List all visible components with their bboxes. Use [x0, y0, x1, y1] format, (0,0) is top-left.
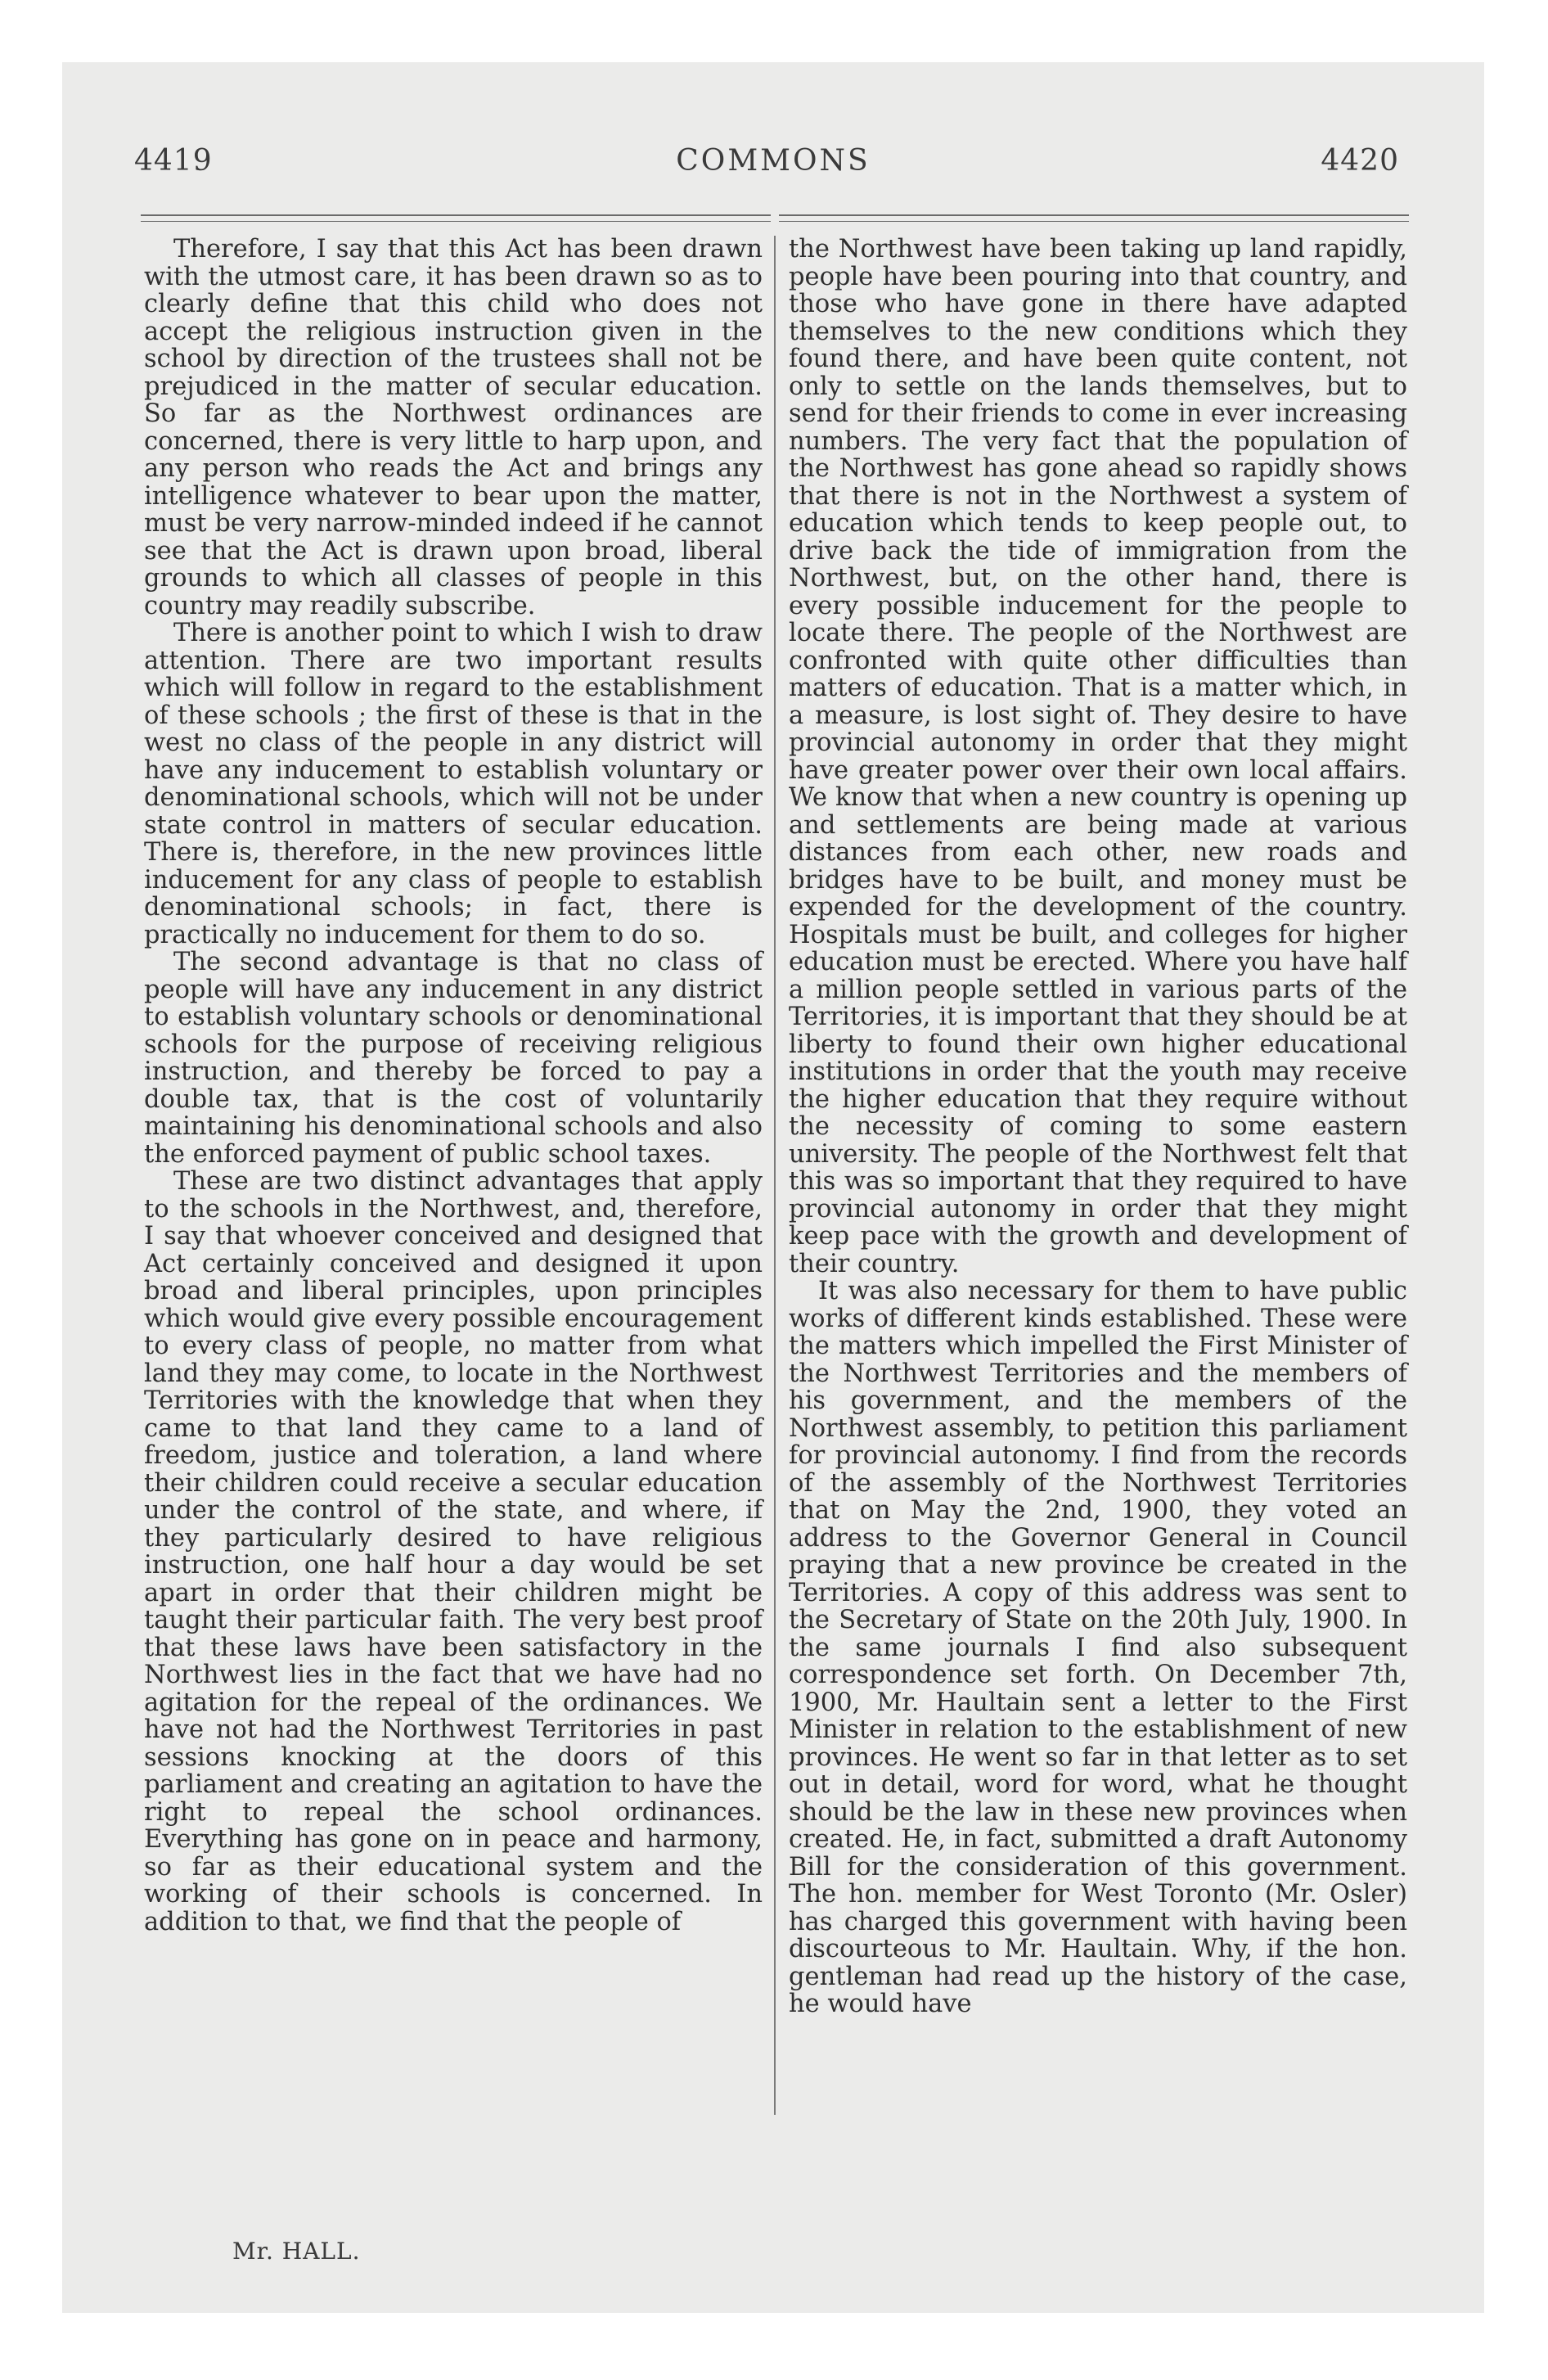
running-title: COMMONS — [676, 144, 871, 178]
left-paragraph-4: These are two distinct advantages that apply to the schools in the Northwest, and, therefore, I say that whoever conceived and designed that Act certainly conceived and designed it upon broad and liberal principles, upon principles which would give every possible encouragement to every class of people, no matter from what land they may come, to locate in the Northwest Territories with the knowledge that when they came to that land they came to a land of freedom, justice and toleration, a land where their children could receive a secular education under the control of the state, and where, if they particularly desired to have religious instruction, one half hour a day would be set apart in order that their children might be taught their particular faith. The very best proof that these laws have been satisfactory in the Northwest lies in the fact that we have had no agitation for the repeal of the ordinances. We have not had the Northwest Territories in past sessions knocking at the doors of this parliament and creating an agitation to have the right to repeal the school ordinances. Everything has gone on in peace and harmony, so far as their educational system and the working of their schools is concerned. In addition to that, we find that the people of — [144, 1167, 763, 1936]
left-column — [144, 236, 763, 1936]
scanned-page — [62, 62, 1484, 2313]
right-column — [789, 236, 1407, 2018]
left-page-number: 4419 — [134, 144, 213, 178]
right-paragraph-2: It was also necessary for them to have public works of different kinds established. These were the matters which impelled the First Minister of the Northwest Territories and the members of his government, and the members of the Northwest assembly, to petition this parliament for provincial autonomy. I find from the records of the assembly of the Northwest Territories that on May the 2nd, 1900, they voted an address to the Governor General in Council praying that a new province be created in the Territories. A copy of this address was sent to the Secretary of State on the 20th July, 1900. In the same journals I find also subsequent correspondence set forth. On December 7th, 1900, Mr. Haultain sent a letter to the First Minister in relation to the establishment of new provinces. He went so far in that letter as to set out in detail, word for word, what he thought should be the law in these new provinces when created. He, in fact, submitted a draft Autonomy Bill for the consideration of this government. The hon. member for West Toronto (Mr. Osler) has charged this government with having been discourteous to Mr. Haultain. Why, if the hon. gentleman had read up the history of the case, he would have — [789, 1277, 1407, 2018]
header-rule-left-thin — [141, 221, 771, 222]
header-rule-right — [779, 214, 1409, 216]
header-rule-left — [141, 214, 771, 216]
page-header — [62, 144, 1484, 193]
left-paragraph-1: Therefore, I say that this Act has been drawn with the utmost care, it has been drawn so as to clearly define that this child who does not accept the religious instruction given in the school by direction of the trustees shall not be prejudiced in the matter of secular education. So far as the Northwest ordinances are concerned, there is very little to harp upon, and any person who reads the Act and brings any intelligence whatever to bear upon the matter, must be very narrow-minded indeed if he cannot see that the Act is drawn upon broad, liberal grounds to which all classes of people in this country may readily subscribe. — [144, 235, 763, 620]
right-paragraph-1: the Northwest have been taking up land rapidly, people have been pouring into that country, and those who have gone in there have adapted themselves to the new conditions which they found there, and have been quite content, not only to settle on the lands themselves, but to send for their friends to come in ever increasing numbers. The very fact that the population of the Northwest has gone ahead so rapidly shows that there is not in the Northwest a system of education which tends to keep people out, to drive back the tide of immigration from the Northwest, but, on the other hand, there is every possible inducement for the people to locate there. The people of the Northwest are confronted with quite other difficulties than matters of education. That is a matter which, in a measure, is lost sight of. They desire to have provincial autonomy in order that they might have greater power over their own local affairs. We know that when a new country is opening up and settlements are being made at various distances from each other, new roads and bridges have to be built, and money must be expended for the development of the country. Hospitals must be built, and colleges for higher education must be erected. Where you have half a million people settled in various parts of the Territories, it is important that they should be at liberty to found their own higher educational institutions in order that the youth may receive the higher education that they require without the necessity of coming to some eastern university. The people of the Northwest felt that this was so important that they required to have provincial autonomy in order that they might keep pace with the growth and development of their country. — [789, 235, 1407, 1278]
left-paragraph-2: There is another point to which I wish to draw attention. There are two important results which will follow in regard to the establishment of these schools ; the first of these is that in the west no class of the people in any district will have any inducement to establish voluntary or denominational schools, which will not be under state control in matters of secular education. There is, therefore, in the new provinces little inducement for any class of people to establish denominational schools; in fact, there is practically no inducement for them to do so. — [144, 619, 763, 949]
speaker-signature: Mr. HALL. — [232, 2238, 361, 2265]
column-divider — [774, 236, 776, 2115]
header-rule-right-thin — [779, 221, 1409, 222]
right-page-number: 4420 — [1321, 144, 1399, 178]
left-paragraph-3: The second advantage is that no class of people will have any inducement in any district to establish voluntary schools or denominational schools for the purpose of receiving religious instruction, and thereby be forced to pay a double tax, that is the cost of voluntarily maintaining his denominational schools and also the enforced payment of public school taxes. — [144, 948, 763, 1169]
